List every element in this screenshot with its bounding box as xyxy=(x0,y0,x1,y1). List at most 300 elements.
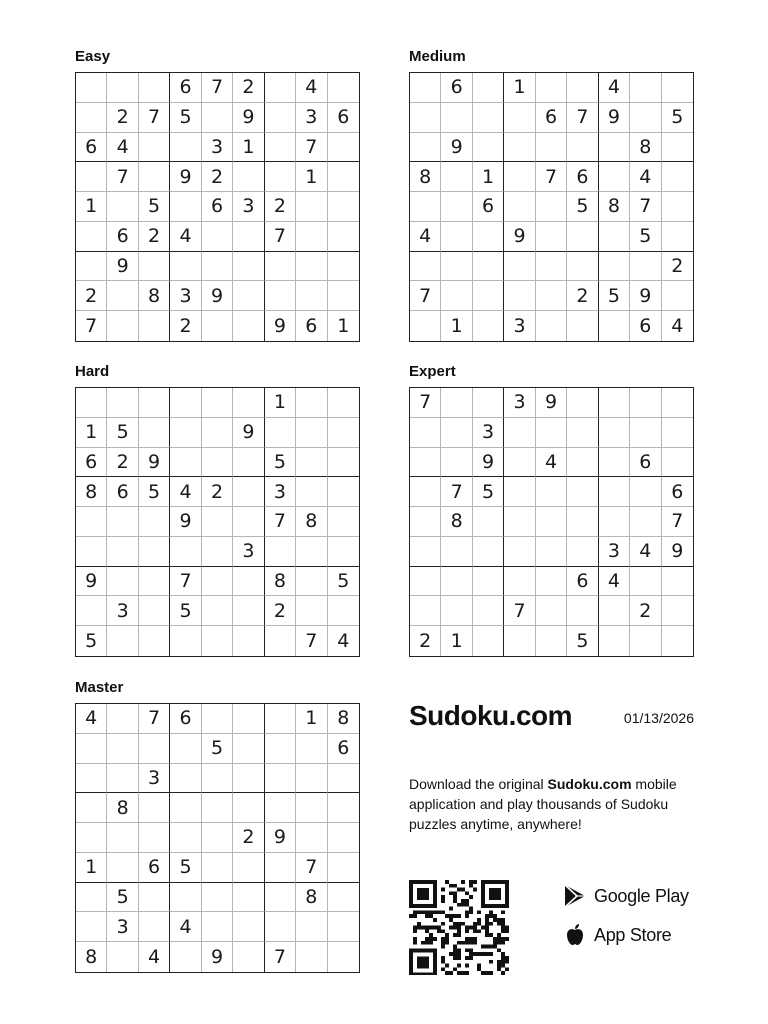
sudoku-cell[interactable]: 8 xyxy=(630,133,661,163)
sudoku-cell[interactable]: 6 xyxy=(139,853,170,883)
sudoku-cell[interactable]: 3 xyxy=(233,192,264,222)
sudoku-cell[interactable] xyxy=(202,418,233,448)
sudoku-cell[interactable] xyxy=(76,162,107,192)
sudoku-cell[interactable]: 1 xyxy=(233,133,264,163)
sudoku-cell[interactable]: 9 xyxy=(441,133,472,163)
sudoku-cell[interactable]: 6 xyxy=(296,311,327,341)
sudoku-cell[interactable] xyxy=(139,567,170,597)
sudoku-cell[interactable]: 2 xyxy=(410,626,441,656)
sudoku-cell[interactable] xyxy=(662,567,693,597)
sudoku-cell[interactable]: 5 xyxy=(328,567,359,597)
sudoku-cell[interactable] xyxy=(202,853,233,883)
sudoku-cell[interactable] xyxy=(473,133,504,163)
sudoku-cell[interactable] xyxy=(567,448,598,478)
sudoku-cell[interactable]: 9 xyxy=(76,567,107,597)
sudoku-cell[interactable] xyxy=(662,626,693,656)
sudoku-cell[interactable] xyxy=(504,626,535,656)
sudoku-cell[interactable] xyxy=(328,823,359,853)
sudoku-cell[interactable]: 7 xyxy=(107,162,138,192)
sudoku-cell[interactable]: 7 xyxy=(630,192,661,222)
sudoku-cell[interactable]: 4 xyxy=(410,222,441,252)
sudoku-cell[interactable] xyxy=(233,793,264,823)
sudoku-cell[interactable] xyxy=(76,73,107,103)
sudoku-cell[interactable] xyxy=(170,823,201,853)
sudoku-cell[interactable]: 2 xyxy=(202,162,233,192)
sudoku-cell[interactable] xyxy=(107,823,138,853)
sudoku-cell[interactable] xyxy=(296,912,327,942)
sudoku-cell[interactable] xyxy=(410,507,441,537)
sudoku-cell[interactable]: 1 xyxy=(441,311,472,341)
sudoku-cell[interactable]: 1 xyxy=(473,162,504,192)
qr-code-icon[interactable] xyxy=(409,880,509,975)
sudoku-cell[interactable] xyxy=(139,311,170,341)
sudoku-cell[interactable] xyxy=(202,448,233,478)
sudoku-cell[interactable]: 6 xyxy=(76,133,107,163)
sudoku-cell[interactable]: 7 xyxy=(265,222,296,252)
sudoku-cell[interactable] xyxy=(170,537,201,567)
sudoku-cell[interactable]: 2 xyxy=(233,823,264,853)
sudoku-cell[interactable] xyxy=(76,252,107,282)
sudoku-cell[interactable] xyxy=(170,883,201,913)
sudoku-cell[interactable] xyxy=(630,477,661,507)
sudoku-cell[interactable]: 7 xyxy=(410,388,441,418)
sudoku-cell[interactable]: 4 xyxy=(170,222,201,252)
sudoku-cell[interactable]: 3 xyxy=(107,596,138,626)
sudoku-cell[interactable]: 1 xyxy=(337,315,350,338)
sudoku-cell[interactable] xyxy=(328,793,359,823)
sudoku-cell[interactable] xyxy=(107,853,138,883)
sudoku-cell[interactable] xyxy=(536,133,567,163)
sudoku-cell[interactable] xyxy=(233,764,264,794)
sudoku-cell[interactable] xyxy=(662,448,693,478)
sudoku-cell[interactable]: 3 xyxy=(139,764,170,794)
sudoku-cell[interactable]: 9 xyxy=(536,388,567,418)
sudoku-cell[interactable] xyxy=(328,281,359,311)
sudoku-cell[interactable]: 2 xyxy=(107,103,138,133)
sudoku-cell[interactable] xyxy=(504,133,535,163)
sudoku-cell[interactable]: 2 xyxy=(139,222,170,252)
sudoku-cell[interactable]: 2 xyxy=(567,281,598,311)
sudoku-cell[interactable] xyxy=(630,388,661,418)
sudoku-cell[interactable]: 5 xyxy=(202,734,233,764)
sudoku-cell[interactable] xyxy=(536,507,567,537)
sudoku-cell[interactable] xyxy=(139,418,170,448)
sudoku-cell[interactable]: 3 xyxy=(473,418,504,448)
sudoku-cell[interactable] xyxy=(536,252,567,282)
sudoku-cell[interactable]: 8 xyxy=(441,507,472,537)
sudoku-cell[interactable] xyxy=(441,281,472,311)
sudoku-cell[interactable] xyxy=(76,793,107,823)
sudoku-cell[interactable]: 8 xyxy=(296,883,327,913)
sudoku-cell[interactable] xyxy=(296,192,327,222)
sudoku-cell[interactable] xyxy=(410,192,441,222)
sudoku-cell[interactable] xyxy=(202,596,233,626)
sudoku-cell[interactable]: 7 xyxy=(296,626,327,656)
sudoku-cell[interactable] xyxy=(202,626,233,656)
sudoku-cell[interactable]: 9 xyxy=(630,281,661,311)
sudoku-cell[interactable] xyxy=(328,764,359,794)
sudoku-cell[interactable] xyxy=(265,281,296,311)
sudoku-cell[interactable] xyxy=(473,507,504,537)
sudoku-cell[interactable] xyxy=(296,596,327,626)
sudoku-cell[interactable]: 4 xyxy=(107,133,138,163)
sudoku-cell[interactable]: 1 xyxy=(76,418,107,448)
sudoku-cell[interactable]: 2 xyxy=(76,281,107,311)
sudoku-cell[interactable]: 9 xyxy=(202,281,233,311)
sudoku-cell[interactable]: 1 xyxy=(76,192,107,222)
sudoku-cell[interactable] xyxy=(536,626,567,656)
sudoku-cell[interactable]: 7 xyxy=(139,103,170,133)
sudoku-cell[interactable]: 6 xyxy=(107,222,138,252)
sudoku-cell[interactable] xyxy=(599,626,630,656)
sudoku-cell[interactable] xyxy=(202,103,233,133)
sudoku-cell[interactable] xyxy=(567,311,598,341)
sudoku-cell[interactable]: 8 xyxy=(599,192,630,222)
sudoku-cell[interactable] xyxy=(473,311,504,341)
sudoku-cell[interactable] xyxy=(107,311,138,341)
sudoku-cell[interactable] xyxy=(441,103,472,133)
sudoku-cell[interactable]: 6 xyxy=(76,448,107,478)
sudoku-cell[interactable] xyxy=(567,596,598,626)
sudoku-cell[interactable] xyxy=(441,537,472,567)
sudoku-cell[interactable] xyxy=(107,73,138,103)
sudoku-cell[interactable] xyxy=(265,704,296,734)
sudoku-cell[interactable] xyxy=(170,942,201,972)
sudoku-cell[interactable]: 7 xyxy=(536,162,567,192)
sudoku-cell[interactable] xyxy=(410,418,441,448)
sudoku-cell[interactable] xyxy=(107,567,138,597)
sudoku-cell[interactable] xyxy=(599,133,630,163)
sudoku-cell[interactable] xyxy=(504,537,535,567)
sudoku-cell[interactable] xyxy=(76,734,107,764)
sudoku-cell[interactable] xyxy=(410,477,441,507)
sudoku-cell[interactable] xyxy=(233,477,264,507)
sudoku-cell[interactable] xyxy=(107,704,138,734)
sudoku-cell[interactable] xyxy=(265,853,296,883)
sudoku-cell[interactable] xyxy=(662,281,693,311)
sudoku-cell[interactable] xyxy=(296,764,327,794)
sudoku-cell[interactable] xyxy=(504,477,535,507)
sudoku-cell[interactable] xyxy=(536,311,567,341)
sudoku-cell[interactable] xyxy=(441,567,472,597)
sudoku-cell[interactable] xyxy=(567,477,598,507)
sudoku-cell[interactable] xyxy=(630,418,661,448)
sudoku-cell[interactable]: 4 xyxy=(76,704,107,734)
sudoku-cell[interactable] xyxy=(202,912,233,942)
sudoku-cell[interactable] xyxy=(536,192,567,222)
sudoku-cell[interactable] xyxy=(265,764,296,794)
sudoku-cell[interactable]: 2 xyxy=(265,596,296,626)
sudoku-cell[interactable]: 9 xyxy=(107,252,138,282)
sudoku-cell[interactable] xyxy=(265,912,296,942)
sudoku-cell[interactable] xyxy=(170,192,201,222)
sudoku-cell[interactable] xyxy=(202,764,233,794)
sudoku-cell[interactable] xyxy=(567,133,598,163)
sudoku-cell[interactable] xyxy=(139,73,170,103)
sudoku-cell[interactable] xyxy=(107,281,138,311)
sudoku-cell[interactable]: 7 xyxy=(139,704,170,734)
sudoku-cell[interactable]: 5 xyxy=(76,626,107,656)
sudoku-cell[interactable] xyxy=(328,537,359,567)
sudoku-cell[interactable] xyxy=(410,73,441,103)
sudoku-cell[interactable] xyxy=(473,537,504,567)
sudoku-cell[interactable] xyxy=(410,252,441,282)
sudoku-cell[interactable] xyxy=(599,162,630,192)
sudoku-cell[interactable] xyxy=(233,596,264,626)
sudoku-cell[interactable] xyxy=(202,567,233,597)
sudoku-cell[interactable] xyxy=(410,596,441,626)
sudoku-cell[interactable] xyxy=(662,73,693,103)
sudoku-cell[interactable]: 7 xyxy=(76,311,107,341)
sudoku-cell[interactable]: 3 xyxy=(599,537,630,567)
sudoku-cell[interactable] xyxy=(233,222,264,252)
sudoku-cell[interactable]: 5 xyxy=(265,448,296,478)
sudoku-cell[interactable] xyxy=(328,162,359,192)
sudoku-cell[interactable]: 6 xyxy=(328,734,359,764)
sudoku-cell[interactable]: 2 xyxy=(107,448,138,478)
sudoku-cell[interactable]: 4 xyxy=(599,567,630,597)
sudoku-cell[interactable] xyxy=(567,73,598,103)
sudoku-cell[interactable]: 6 xyxy=(630,448,661,478)
sudoku-cell[interactable]: 4 xyxy=(337,630,350,653)
sudoku-cell[interactable] xyxy=(296,281,327,311)
sudoku-cell[interactable]: 8 xyxy=(76,942,107,972)
sudoku-cell[interactable] xyxy=(202,537,233,567)
sudoku-cell[interactable] xyxy=(265,626,296,656)
sudoku-cell[interactable]: 9 xyxy=(233,418,264,448)
sudoku-cell[interactable]: 7 xyxy=(504,596,535,626)
sudoku-cell[interactable] xyxy=(139,252,170,282)
sudoku-cell[interactable] xyxy=(536,477,567,507)
sudoku-cell[interactable] xyxy=(202,883,233,913)
sudoku-cell[interactable] xyxy=(202,793,233,823)
sudoku-cell[interactable]: 4 xyxy=(599,73,630,103)
sudoku-cell[interactable] xyxy=(202,388,233,418)
sudoku-cell[interactable] xyxy=(473,596,504,626)
sudoku-cell[interactable] xyxy=(76,103,107,133)
sudoku-cell[interactable] xyxy=(202,704,233,734)
sudoku-cell[interactable] xyxy=(328,853,359,883)
sudoku-cell[interactable] xyxy=(107,192,138,222)
sudoku-cell[interactable] xyxy=(265,537,296,567)
sudoku-cell[interactable]: 1 xyxy=(296,162,327,192)
sudoku-cell[interactable] xyxy=(76,537,107,567)
sudoku-cell[interactable] xyxy=(328,942,359,972)
sudoku-cell[interactable] xyxy=(76,823,107,853)
sudoku-cell[interactable] xyxy=(296,793,327,823)
sudoku-cell[interactable] xyxy=(473,222,504,252)
sudoku-cell[interactable]: 3 xyxy=(504,388,535,418)
sudoku-cell[interactable] xyxy=(233,162,264,192)
sudoku-cell[interactable] xyxy=(410,133,441,163)
sudoku-cell[interactable] xyxy=(630,73,661,103)
sudoku-cell[interactable] xyxy=(139,734,170,764)
sudoku-cell[interactable] xyxy=(139,507,170,537)
sudoku-cell[interactable] xyxy=(328,192,359,222)
sudoku-cell[interactable]: 9 xyxy=(139,448,170,478)
sudoku-cell[interactable] xyxy=(473,73,504,103)
sudoku-cell[interactable] xyxy=(441,222,472,252)
sudoku-cell[interactable]: 3 xyxy=(107,912,138,942)
sudoku-cell[interactable] xyxy=(410,103,441,133)
sudoku-cell[interactable]: 9 xyxy=(599,103,630,133)
sudoku-cell[interactable] xyxy=(233,507,264,537)
sudoku-cell[interactable] xyxy=(139,626,170,656)
sudoku-cell[interactable] xyxy=(410,311,441,341)
sudoku-cell[interactable]: 7 xyxy=(567,103,598,133)
sudoku-cell[interactable]: 7 xyxy=(170,567,201,597)
sudoku-cell[interactable] xyxy=(107,507,138,537)
sudoku-cell[interactable] xyxy=(296,222,327,252)
sudoku-cell[interactable] xyxy=(441,162,472,192)
sudoku-cell[interactable]: 4 xyxy=(170,477,201,507)
sudoku-cell[interactable] xyxy=(328,883,359,913)
sudoku-cell[interactable]: 9 xyxy=(473,448,504,478)
sudoku-cell[interactable] xyxy=(410,567,441,597)
sudoku-cell[interactable]: 6 xyxy=(662,477,693,507)
sudoku-cell[interactable]: 4 xyxy=(630,162,661,192)
sudoku-cell[interactable]: 4 xyxy=(671,315,684,338)
sudoku-cell[interactable] xyxy=(139,883,170,913)
sudoku-cell[interactable]: 4 xyxy=(296,73,327,103)
sudoku-cell[interactable] xyxy=(202,222,233,252)
sudoku-cell[interactable] xyxy=(139,162,170,192)
sudoku-cell[interactable]: 5 xyxy=(107,418,138,448)
sudoku-cell[interactable] xyxy=(233,912,264,942)
sudoku-cell[interactable] xyxy=(76,596,107,626)
sudoku-cell[interactable] xyxy=(233,626,264,656)
sudoku-cell[interactable]: 9 xyxy=(265,311,296,341)
sudoku-cell[interactable] xyxy=(441,192,472,222)
sudoku-cell[interactable]: 3 xyxy=(202,133,233,163)
sudoku-cell[interactable] xyxy=(441,252,472,282)
sudoku-cell[interactable]: 5 xyxy=(599,281,630,311)
sudoku-cell[interactable] xyxy=(202,507,233,537)
sudoku-cell[interactable] xyxy=(473,388,504,418)
sudoku-cell[interactable] xyxy=(170,252,201,282)
sudoku-cell[interactable]: 4 xyxy=(536,448,567,478)
sudoku-cell[interactable]: 6 xyxy=(567,162,598,192)
sudoku-cell[interactable]: 7 xyxy=(662,507,693,537)
sudoku-cell[interactable]: 5 xyxy=(473,477,504,507)
sudoku-cell[interactable] xyxy=(202,823,233,853)
sudoku-cell[interactable] xyxy=(233,942,264,972)
sudoku-cell[interactable] xyxy=(504,252,535,282)
sudoku-cell[interactable] xyxy=(504,192,535,222)
sudoku-cell[interactable]: 8 xyxy=(139,281,170,311)
sudoku-cell[interactable] xyxy=(265,793,296,823)
sudoku-cell[interactable] xyxy=(107,388,138,418)
sudoku-cell[interactable] xyxy=(504,507,535,537)
sudoku-cell[interactable] xyxy=(536,222,567,252)
sudoku-cell[interactable] xyxy=(630,567,661,597)
sudoku-cell[interactable] xyxy=(630,252,661,282)
sudoku-cell[interactable] xyxy=(410,448,441,478)
sudoku-cell[interactable] xyxy=(139,793,170,823)
sudoku-cell[interactable]: 1 xyxy=(504,73,535,103)
sudoku-cell[interactable] xyxy=(296,418,327,448)
sudoku-cell[interactable] xyxy=(536,418,567,448)
sudoku-cell[interactable] xyxy=(473,567,504,597)
sudoku-cell[interactable] xyxy=(599,252,630,282)
sudoku-cell[interactable] xyxy=(630,103,661,133)
sudoku-cell[interactable]: 3 xyxy=(233,537,264,567)
sudoku-cell[interactable] xyxy=(599,388,630,418)
sudoku-cell[interactable] xyxy=(296,448,327,478)
sudoku-cell[interactable]: 8 xyxy=(410,162,441,192)
sudoku-cell[interactable] xyxy=(76,388,107,418)
sudoku-cell[interactable]: 3 xyxy=(504,311,535,341)
sudoku-cell[interactable] xyxy=(265,418,296,448)
sudoku-cell[interactable] xyxy=(233,853,264,883)
sudoku-cell[interactable] xyxy=(328,73,359,103)
sudoku-cell[interactable]: 7 xyxy=(296,853,327,883)
sudoku-cell[interactable]: 2 xyxy=(630,596,661,626)
sudoku-cell[interactable] xyxy=(328,477,359,507)
sudoku-cell[interactable] xyxy=(296,537,327,567)
sudoku-cell[interactable] xyxy=(662,133,693,163)
sudoku-cell[interactable] xyxy=(599,596,630,626)
sudoku-cell[interactable] xyxy=(265,734,296,764)
sudoku-cell[interactable] xyxy=(441,418,472,448)
sudoku-cell[interactable]: 6 xyxy=(441,73,472,103)
sudoku-cell[interactable] xyxy=(296,252,327,282)
sudoku-cell[interactable] xyxy=(662,418,693,448)
sudoku-cell[interactable] xyxy=(296,942,327,972)
sudoku-cell[interactable] xyxy=(265,133,296,163)
sudoku-cell[interactable] xyxy=(233,704,264,734)
sudoku-cell[interactable] xyxy=(630,507,661,537)
sudoku-cell[interactable] xyxy=(170,418,201,448)
sudoku-cell[interactable]: 7 xyxy=(265,942,296,972)
sudoku-cell[interactable]: 1 xyxy=(76,853,107,883)
sudoku-cell[interactable] xyxy=(599,477,630,507)
sudoku-cell[interactable] xyxy=(107,734,138,764)
sudoku-cell[interactable]: 9 xyxy=(170,162,201,192)
sudoku-cell[interactable] xyxy=(328,912,359,942)
sudoku-cell[interactable]: 5 xyxy=(170,853,201,883)
sudoku-cell[interactable]: 6 xyxy=(202,192,233,222)
sudoku-cell[interactable] xyxy=(536,596,567,626)
sudoku-cell[interactable] xyxy=(76,222,107,252)
sudoku-cell[interactable] xyxy=(170,764,201,794)
sudoku-cell[interactable] xyxy=(170,448,201,478)
sudoku-cell[interactable]: 9 xyxy=(265,823,296,853)
sudoku-cell[interactable]: 2 xyxy=(202,477,233,507)
sudoku-cell[interactable] xyxy=(567,222,598,252)
sudoku-cell[interactable] xyxy=(107,764,138,794)
sudoku-cell[interactable]: 9 xyxy=(504,222,535,252)
sudoku-cell[interactable]: 6 xyxy=(536,103,567,133)
sudoku-cell[interactable] xyxy=(265,252,296,282)
sudoku-cell[interactable] xyxy=(328,596,359,626)
sudoku-cell[interactable] xyxy=(662,222,693,252)
sudoku-cell[interactable]: 9 xyxy=(202,942,233,972)
sudoku-cell[interactable] xyxy=(536,73,567,103)
sudoku-cell[interactable] xyxy=(662,192,693,222)
sudoku-cell[interactable] xyxy=(328,252,359,282)
sudoku-cell[interactable] xyxy=(473,252,504,282)
sudoku-cell[interactable] xyxy=(107,942,138,972)
sudoku-cell[interactable]: 1 xyxy=(296,704,327,734)
sudoku-cell[interactable] xyxy=(76,883,107,913)
sudoku-cell[interactable] xyxy=(567,388,598,418)
sudoku-cell[interactable]: 3 xyxy=(265,477,296,507)
sudoku-cell[interactable]: 7 xyxy=(410,281,441,311)
sudoku-cell[interactable] xyxy=(599,507,630,537)
sudoku-cell[interactable]: 6 xyxy=(328,103,359,133)
sudoku-cell[interactable]: 8 xyxy=(328,704,359,734)
